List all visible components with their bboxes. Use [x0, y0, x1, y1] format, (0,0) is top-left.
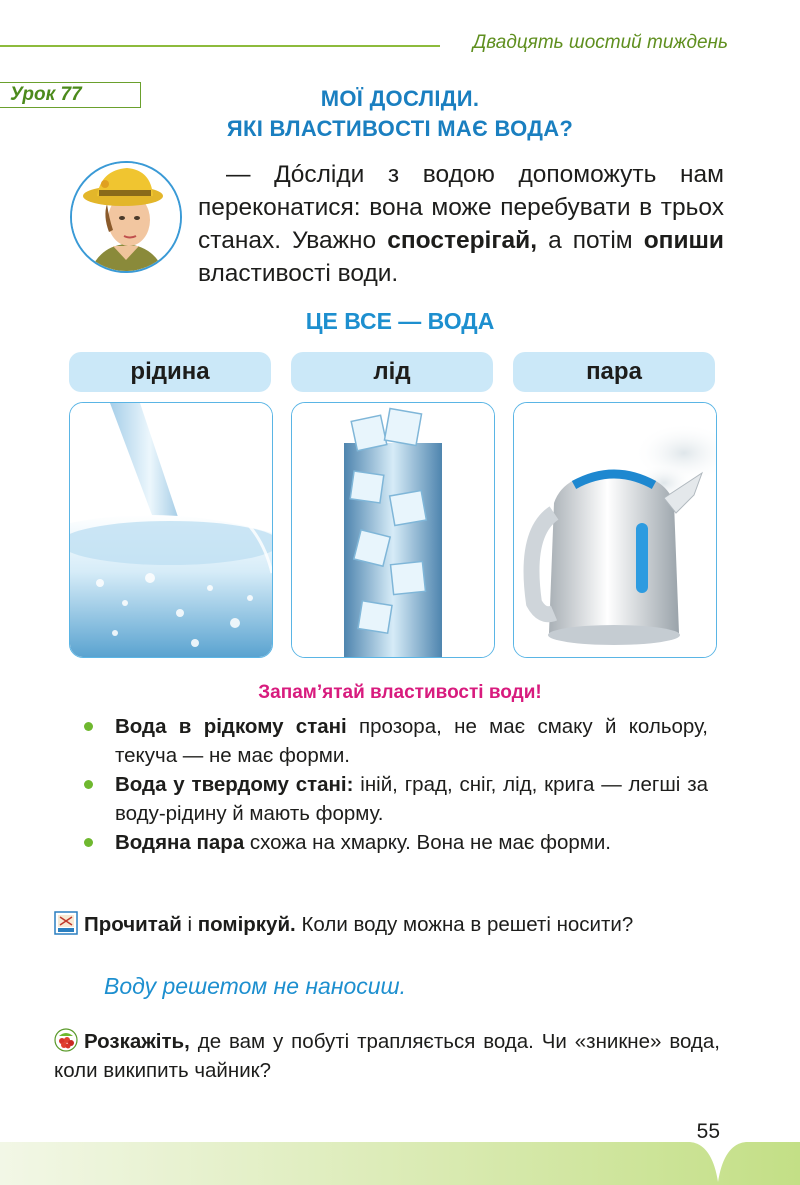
properties-list [82, 712, 708, 857]
week-header: Двадцять шостий тиждень [472, 32, 728, 53]
read-mid: і [181, 913, 198, 936]
list-item [82, 828, 708, 857]
liquid-water-photo [69, 402, 273, 658]
page-number: 55 [696, 1120, 720, 1143]
intro-bold-describe: опиши [643, 227, 724, 254]
intro-text-2: а потім [537, 227, 644, 254]
read-bold: Прочитай [84, 913, 182, 936]
bullet-text: іній, град, сніг, лід, крига — легші за воду-рідину й мають форму. [115, 773, 708, 825]
read-question: Коли воду можна в решеті носити? [295, 913, 634, 936]
viburnum-icon [54, 1028, 78, 1052]
footer-band [0, 1142, 800, 1185]
bullet-bold: Водяна пара [115, 831, 245, 854]
intro-bold-observe: спостерігай, [387, 227, 538, 254]
think-bold: поміркуй. [197, 913, 296, 936]
bullet-text: схожа на хмарку. Вона не має форми. [244, 831, 611, 854]
proverb: Воду решетом не наносиш. [104, 973, 407, 999]
ice-photo [291, 402, 495, 658]
bullet-bold: Вода у твердому стані: [115, 773, 354, 796]
state-label-steam: пара [513, 352, 715, 392]
title-line-2: ЯКІ ВЛАСТИВОСТІ МАЄ ВОДА? [226, 116, 574, 141]
state-label-ice: лід [291, 352, 493, 392]
lesson-label: Урок 77 [10, 84, 82, 105]
state-label-liquid: рідина [69, 352, 271, 392]
intro-text-3: властивості води. [198, 260, 399, 287]
list-item [82, 770, 708, 828]
title-line-1: МОЇ ДОСЛІДИ. [320, 86, 480, 111]
section-subtitle: ЦЕ ВСЕ — ВОДА [305, 308, 495, 334]
remember-heading: Запам’ятай властивості води! [258, 682, 542, 703]
page-title [160, 84, 640, 144]
tell-text: де вам у побуті трапляється вода. Чи «зникне» вода, коли википить чайник? [54, 1030, 720, 1082]
lesson-badge [0, 82, 141, 108]
bullet-text: прозора, не має смаку й кольору, текуча — не має форми. [115, 715, 708, 767]
steam-kettle-photo [513, 402, 717, 658]
list-item [82, 712, 708, 770]
intro-text-1: — Дóсліди з водою допоможуть нам переконатися: вона може перебувати в трьох станах. Уважно [198, 161, 724, 254]
book-icon [54, 911, 78, 935]
bullet-bold: Вода в рідкому стані [115, 715, 347, 738]
tell-bold: Розкажіть, [84, 1030, 190, 1053]
read-and-think-task [54, 910, 720, 939]
header-rule [0, 45, 440, 47]
explorer-avatar [69, 160, 183, 274]
intro-paragraph [198, 158, 724, 290]
tell-task [54, 1027, 720, 1085]
